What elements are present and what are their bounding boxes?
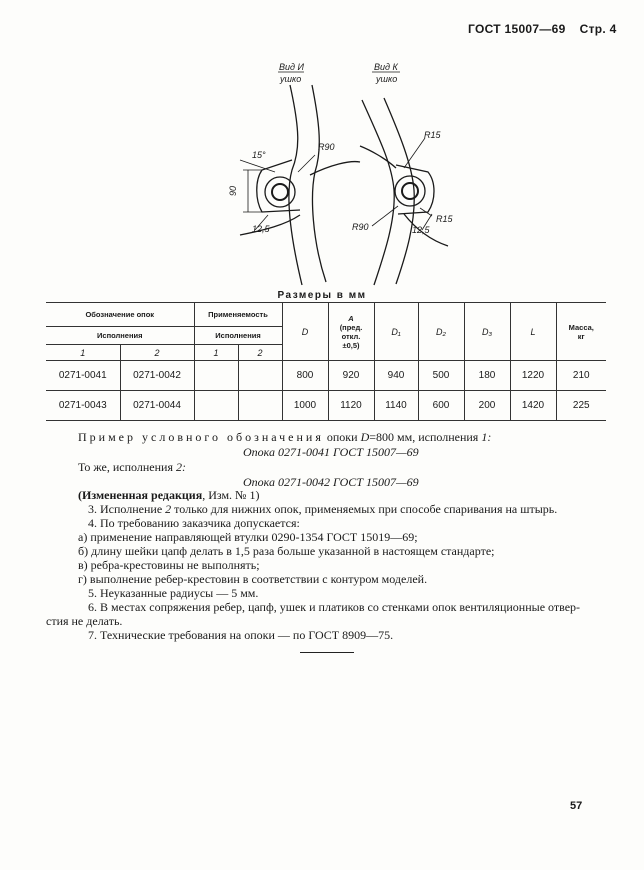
header-a-line4: ±0,5) — [342, 340, 360, 350]
view-i-subtitle: ушко — [280, 74, 302, 84]
designation-header: Обозначение опок — [46, 303, 194, 327]
same-b: 2: — [176, 460, 186, 474]
item-6-line1: 6. В местах сопряжения ребер, цапф, ушек и платиков со стенками опок вентиляционные отвер- — [88, 600, 581, 614]
page-label: Стр. 4 — [579, 22, 617, 36]
cell-v1: 0271-0043 — [46, 391, 120, 421]
dim-r90-left-label: R90 — [318, 142, 335, 152]
view-k-title: Вид К — [374, 62, 398, 72]
item-4: 4. По требованию заказчика допускается: — [88, 516, 300, 530]
item-4b: б) длину шейки цапф делать в 1,5 раза больше указанной в настоящем стандарте; — [78, 544, 495, 558]
designation-sub-header: Исполнения — [46, 327, 194, 345]
header-a-line2: (пред. — [339, 322, 363, 332]
header-d: D — [282, 303, 328, 361]
item-4a: а) применение направляющей втулки 0290-1354 ГОСТ 15019—69; — [78, 530, 418, 544]
cell-d1: 940 — [374, 361, 418, 391]
cell-l: 1220 — [510, 361, 556, 391]
technical-drawing — [0, 0, 644, 300]
view-i-title: Вид И — [279, 62, 304, 72]
cell-mass: 210 — [556, 361, 606, 391]
item-3 — [88, 502, 557, 517]
example-rest-d: 1: — [481, 430, 492, 444]
header-mass-line2: кг — [577, 331, 585, 341]
col-1-header: 1 — [46, 345, 120, 361]
right-pin-inner — [402, 183, 418, 199]
item-3-b: 2 — [165, 502, 172, 516]
header-l: L — [510, 303, 556, 361]
table-row — [46, 361, 606, 391]
left-pin-inner — [272, 184, 288, 200]
col-3-header: 1 — [194, 345, 238, 361]
item-4c: в) ребра-крестовины не выполнять; — [78, 558, 260, 572]
item-6-line2: стия не делать. — [46, 614, 123, 628]
example-lead: Пример условного обозначения — [78, 430, 324, 444]
cell-d: 1000 — [282, 391, 328, 421]
header-a-line3: откл. — [341, 331, 361, 341]
dimensions-table — [46, 302, 606, 421]
cell-d3: 200 — [464, 391, 510, 421]
example-rest-c: =800 мм, исполнения — [369, 430, 482, 444]
header-mass — [556, 303, 606, 361]
right-rib-upper — [360, 146, 396, 168]
gost-number: ГОСТ 15007—69 — [468, 22, 566, 36]
dim-90-label: 90 — [228, 185, 238, 196]
view-k-subtitle: ушко — [376, 74, 398, 84]
dim-r90-right-label: R90 — [352, 222, 369, 232]
revised-rest: , Изм. № 1) — [202, 488, 260, 502]
cell-v2: 0271-0042 — [120, 361, 194, 391]
example-designation-1: Опока 0271-0041 ГОСТ 15007—69 — [243, 445, 419, 459]
dim-12-5-right-label: 12,5 — [412, 225, 430, 235]
applicability-header: Применяемость — [194, 303, 282, 327]
right-wall-outer — [362, 100, 394, 285]
right-wall-inner — [384, 98, 414, 284]
header-d1: D₁ — [374, 303, 418, 361]
header-d2: D₂ — [418, 303, 464, 361]
item-3-c: только для нижних опок, применяемых при способе спаривания на штырь. — [171, 502, 558, 516]
revised-bold: (Измененная редакция — [78, 488, 203, 502]
cell-a1 — [194, 391, 238, 421]
cell-v1: 0271-0041 — [46, 361, 120, 391]
left-wall-outer — [289, 85, 302, 285]
table-row — [46, 391, 606, 421]
cell-d2: 500 — [418, 361, 464, 391]
cell-d3: 180 — [464, 361, 510, 391]
same-line — [78, 460, 186, 475]
dim-r15-top-label: R15 — [424, 130, 441, 140]
revised-note — [78, 488, 259, 503]
cell-d2: 600 — [418, 391, 464, 421]
header-mass-line1: Масса, — [568, 322, 594, 332]
dim-r15-bottom-label: R15 — [436, 214, 453, 224]
dim-12-5-left-label: 12,5 — [252, 224, 270, 234]
header-a — [328, 303, 374, 361]
right-pin-outer — [395, 176, 425, 206]
cell-v2: 0271-0044 — [120, 391, 194, 421]
left-pin-outer — [265, 177, 295, 207]
example-rest-b: D — [360, 430, 370, 444]
item-5: 5. Неуказанные радиусы — 5 мм. — [88, 586, 259, 600]
section-divider — [300, 652, 354, 653]
cell-a2 — [238, 361, 282, 391]
cell-l: 1420 — [510, 391, 556, 421]
cell-a2 — [238, 391, 282, 421]
cell-a: 920 — [328, 361, 374, 391]
applicability-sub-header: Исполнения — [194, 327, 282, 345]
left-wall-inner — [312, 85, 326, 282]
example-designation-2: Опока 0271-0042 ГОСТ 15007—69 — [243, 475, 419, 489]
table-caption: Размеры в мм — [277, 290, 367, 301]
item-7: 7. Технические требования на опоки — по ГОСТ 8909—75. — [88, 628, 394, 642]
example-rest-a: опоки — [323, 430, 361, 444]
cell-a1 — [194, 361, 238, 391]
page-number: 57 — [570, 800, 583, 812]
header-a-line1: A — [348, 313, 354, 323]
col-4-header: 2 — [238, 345, 282, 361]
cell-mass: 225 — [556, 391, 606, 421]
col-2-header: 2 — [120, 345, 194, 361]
item-3-a: 3. Исполнение — [88, 502, 166, 516]
cell-d1: 1140 — [374, 391, 418, 421]
cell-d: 800 — [282, 361, 328, 391]
same-a: То же, исполнения — [78, 460, 176, 474]
dim-angle-label: 15° — [252, 150, 266, 160]
example-paragraph — [78, 430, 491, 445]
item-4d: г) выполнение ребер-крестовин в соответствии с контуром моделей. — [78, 572, 428, 586]
header-d3: D₃ — [464, 303, 510, 361]
cell-a: 1120 — [328, 391, 374, 421]
